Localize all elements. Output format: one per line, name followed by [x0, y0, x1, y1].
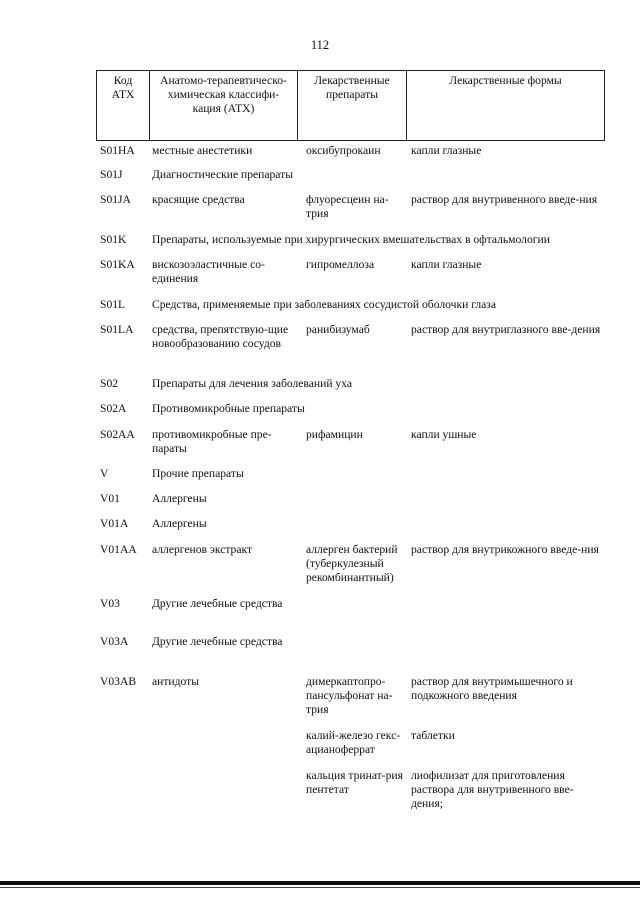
dosage-form: капли глазные — [411, 144, 482, 157]
page-number: 112 — [310, 38, 330, 52]
atc-code: V03 — [100, 597, 120, 610]
group-name: Диагностические препараты — [152, 168, 294, 181]
atc-code: S01HA — [100, 144, 135, 157]
classification-name: красящие средства — [152, 193, 245, 206]
drug-name: калий-железо гекс-ацианоферрат — [306, 729, 401, 756]
dosage-form: раствор для внутривенного введе-ния — [411, 193, 598, 206]
dosage-form: раствор для внутрикожного введе-ния — [411, 543, 599, 556]
atc-code: S02A — [100, 402, 127, 415]
drug-name: оксибупрокаин — [306, 144, 381, 157]
dosage-form: лиофилизат для приготовления раствора для внутривенного вве-дения; — [411, 769, 574, 810]
atc-code: V03AB — [100, 675, 137, 688]
drug-name: кальция тринат-рия пентетат — [306, 769, 403, 796]
drug-name: флуоресцеин на-трия — [306, 193, 389, 220]
drug-name: димеркаптопро-пансульфонат на-трия — [306, 675, 393, 716]
atc-code: S01JA — [100, 193, 131, 206]
group-name: Средства, применяемые при заболеваниях сосудистой оболочки глаза — [152, 298, 497, 311]
header-forms: Лекарственные формы — [407, 71, 605, 141]
dosage-form: капли глазные — [411, 258, 482, 271]
atc-code: V01 — [100, 492, 120, 505]
dosage-form: таблетки — [411, 729, 455, 742]
footer-rule — [0, 881, 640, 885]
drug-name: гипромеллоза — [306, 258, 375, 271]
atc-code: S02AA — [100, 428, 135, 441]
group-name: Другие лечебные средства — [152, 635, 283, 648]
dosage-form: раствор для внутриглазного вве-дения — [411, 323, 601, 336]
footer-rule-thin — [0, 887, 640, 888]
classification-name: антидоты — [152, 675, 200, 688]
atc-code: V01AA — [100, 543, 137, 556]
drug-name: рифамицин — [306, 428, 363, 441]
dosage-form: капли ушные — [411, 428, 477, 441]
group-name: Аллергены — [152, 517, 207, 530]
atc-code: S01J — [100, 168, 123, 181]
drug-name: аллерген бактерий (туберкулезный рекомбинантный) — [306, 543, 398, 584]
group-name: Противомикробные препараты — [152, 402, 305, 415]
classification-name: вискозоэластичные со-единения — [152, 258, 265, 285]
atc-code: S01KA — [100, 258, 135, 271]
group-name: Аллергены — [152, 492, 207, 505]
classification-name: местные анестетики — [152, 144, 253, 157]
header-code: Код АТХ — [97, 71, 150, 141]
atc-code: S02 — [100, 377, 119, 390]
atc-code: S01LA — [100, 323, 134, 336]
header-classification: Анатомо-терапевтическо-химическая классифи-кация (АТХ) — [150, 71, 298, 141]
drug-name: ранибизумаб — [306, 323, 370, 336]
atc-code: V — [100, 467, 109, 480]
group-name: Прочие препараты — [152, 467, 244, 480]
group-name: Другие лечебные средства — [152, 597, 283, 610]
header-drugs: Лекарственные препараты — [298, 71, 407, 141]
atc-code: S01L — [100, 298, 126, 311]
atc-code: V01A — [100, 517, 129, 530]
classification-name: аллергенов экстракт — [152, 543, 253, 556]
atc-table-header — [96, 70, 605, 141]
group-name: Препараты, используемые при хирургических вмешательствах в офтальмологии — [152, 233, 550, 246]
dosage-form: раствор для внутримышечного и подкожного введения — [411, 675, 573, 702]
atc-code: V03A — [100, 635, 129, 648]
classification-name: средства, препятствую-щие новообразованию сосудов — [152, 323, 289, 350]
classification-name: противомикробные пре-параты — [152, 428, 272, 455]
group-name: Препараты для лечения заболеваний уха — [152, 377, 353, 390]
atc-code: S01K — [100, 233, 127, 246]
